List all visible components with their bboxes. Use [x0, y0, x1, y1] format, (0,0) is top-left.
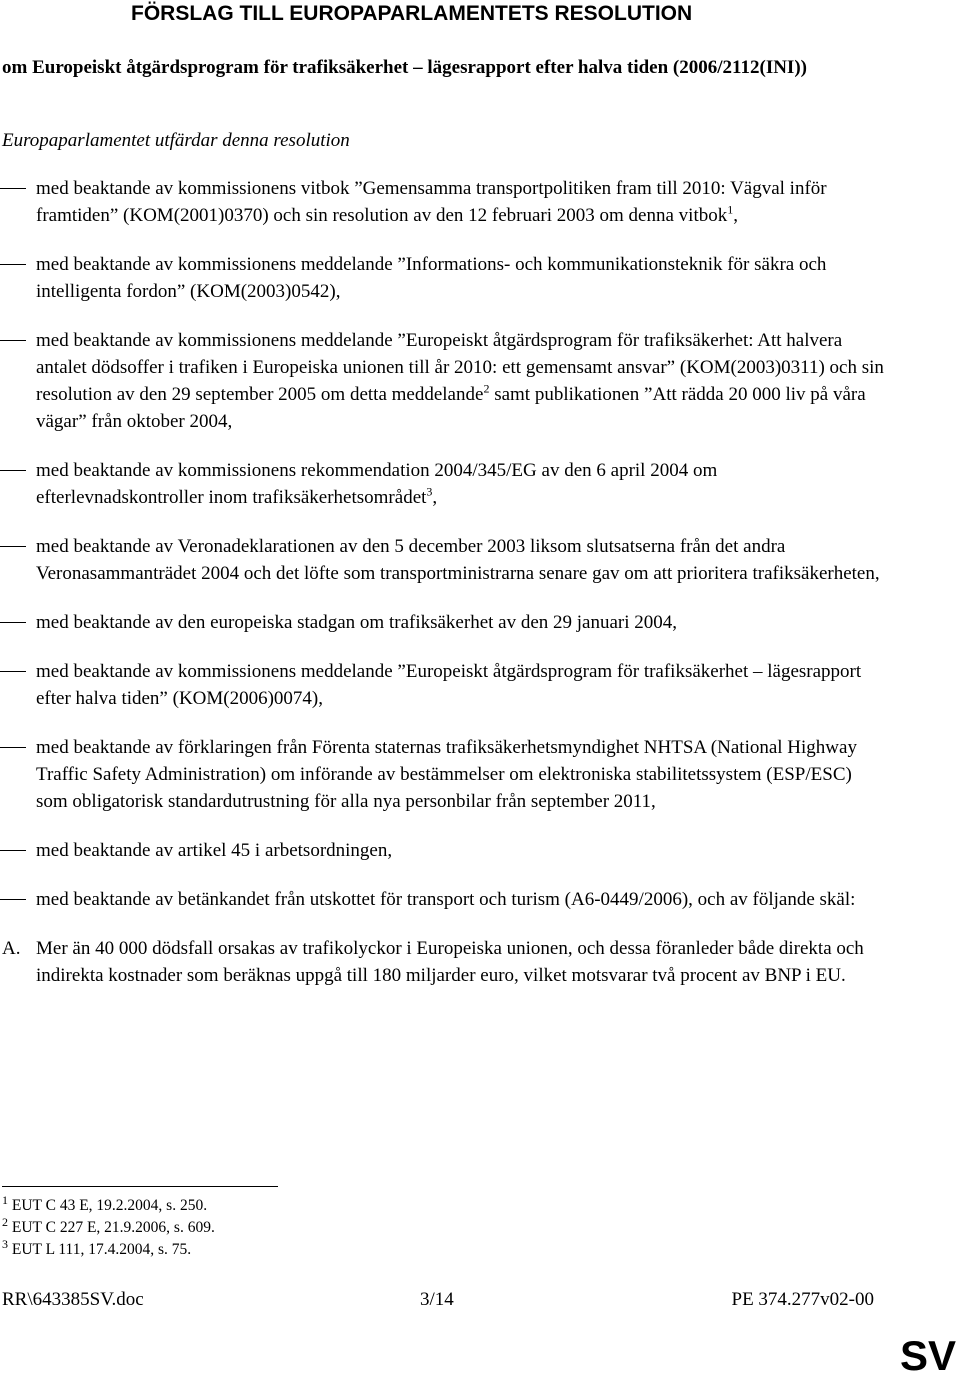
dash-bullet — [0, 622, 26, 623]
citation-tail: samt publikationen ”Att rädda 20 000 liv på våra vägar” från oktober 2004, — [36, 384, 866, 432]
citation-tail: , — [432, 487, 438, 508]
language-code: SV — [899, 1332, 956, 1379]
footnote: $^1$ EUT C 43 E, 19.2.2004, s. 250. — [2, 1192, 208, 1214]
page-footer — [2, 1289, 882, 1315]
citation-text: med beaktande av artikel 45 i arbetsordningen, — [36, 840, 393, 861]
citation-text: med beaktande av den europeiska stadgan om trafiksäkerhet av den 29 januari 2004, — [36, 612, 678, 633]
resolution-intro: Europaparlamentet utfärdar denna resolution — [2, 130, 350, 151]
citation-text: med beaktande av betänkandet från utskottet för transport och turism (A6-0449/2006), och av följande skäl: — [36, 889, 856, 910]
citation-text: med beaktande av kommissionens meddelande ”Europeiskt åtgärdsprogram för trafiksäkerhet: Att halvera antalet dödsoffer i trafiken i Europeiska unionen till år 2010: ett gemensamt ansvar” (KOM(2003)0311) och sin resolution av den 29 september 2005 om detta meddelande — [36, 330, 884, 405]
recital-text: Mer än 40 000 dödsfall orsakas av trafikolyckor i Europeiska unionen, och dessa föranleder både direkta och indirekta kostnader som beräknas uppgå till 180 miljarder euro, vilket motsvarar två procent av BNP i EU. — [36, 938, 864, 986]
footnotes — [2, 1192, 215, 1261]
citations-list — [0, 175, 900, 1011]
citation-item — [0, 327, 886, 435]
footnote-ref: 1 — [727, 202, 734, 217]
citation-item — [0, 175, 886, 229]
footnote: $^3$ EUT L 111, 17.4.2004, s. 75. — [2, 1236, 192, 1258]
footer-page-number: 3/14 — [420, 1289, 454, 1310]
dash-bullet — [0, 899, 26, 900]
footnote-ref: 2 — [483, 381, 490, 396]
citation-text: med beaktande av kommissionens vitbok ”Gemensamma transportpolitiken fram till 2010: Vägval inför framtiden” (KOM(2001)0370) och sin resolution av den 12 februari 2003 om denna vitbok — [36, 178, 827, 226]
citation-text: med beaktande av förklaringen från Förenta staternas trafiksäkerhetsmyndighet NHTSA (National Highway Traffic Safety Administration) om införande av bestämmelser om elektroniska stabilitetssystem (ESP/ESC) som obligatorisk standardutrustning för alla nya personbilar från september 2011, — [36, 737, 857, 812]
dash-bullet — [0, 188, 26, 189]
citation-item — [0, 658, 886, 712]
citation-text: med beaktande av kommissionens meddelande ”Informations- och kommunikationsteknik för säkra och intelligenta fordon” (KOM(2003)0542), — [36, 254, 827, 302]
resolution-subtitle: om Europeiskt åtgärdsprogram för trafiksäkerhet – lägesrapport efter halva tiden (2006/2112(INI)) — [2, 57, 807, 78]
citation-item — [0, 533, 886, 587]
dash-bullet — [0, 340, 26, 341]
citation-item — [0, 251, 886, 305]
citation-item — [0, 734, 886, 815]
dash-bullet — [0, 850, 26, 851]
citation-item — [0, 609, 886, 636]
dash-bullet — [0, 747, 26, 748]
citation-item — [0, 837, 886, 864]
citation-item — [0, 886, 886, 913]
dash-bullet — [0, 264, 26, 265]
footer-doc-name: RR\643385SV.doc — [2, 1289, 144, 1310]
citation-text: med beaktande av kommissionens rekommendation 2004/345/EG av den 6 april 2004 om efterlevnadskontroller inom trafiksäkerhetsområdet — [36, 460, 718, 508]
document-heading: FÖRSLAG TILL EUROPAPARLAMENTETS RESOLUTION — [131, 2, 693, 25]
footnote: $^2$ EUT C 227 E, 21.9.2006, s. 609. — [2, 1214, 215, 1236]
footnote-separator — [2, 1186, 278, 1187]
dash-bullet — [0, 470, 26, 471]
citation-text: med beaktande av kommissionens meddelande ”Europeiskt åtgärdsprogram för trafiksäkerhet – lägesrapport efter halva tiden” (KOM(2006)0074), — [36, 661, 862, 709]
citation-text: med beaktande av Veronadeklarationen av den 5 december 2003 liksom slutsatserna från det andra Veronasammanträdet 2004 och det löfte som transportministrarna senare gav om att prioritera trafiksäkerheten, — [36, 536, 880, 584]
dash-bullet — [0, 671, 26, 672]
recital-letter: A. — [2, 938, 21, 959]
footer-reference: PE 374.277v02-00 — [731, 1289, 874, 1310]
recital-item — [0, 935, 886, 989]
dash-bullet — [0, 546, 26, 547]
citation-tail: , — [733, 205, 738, 226]
citation-item — [0, 457, 886, 511]
footnote-ref: 3 — [426, 484, 433, 499]
